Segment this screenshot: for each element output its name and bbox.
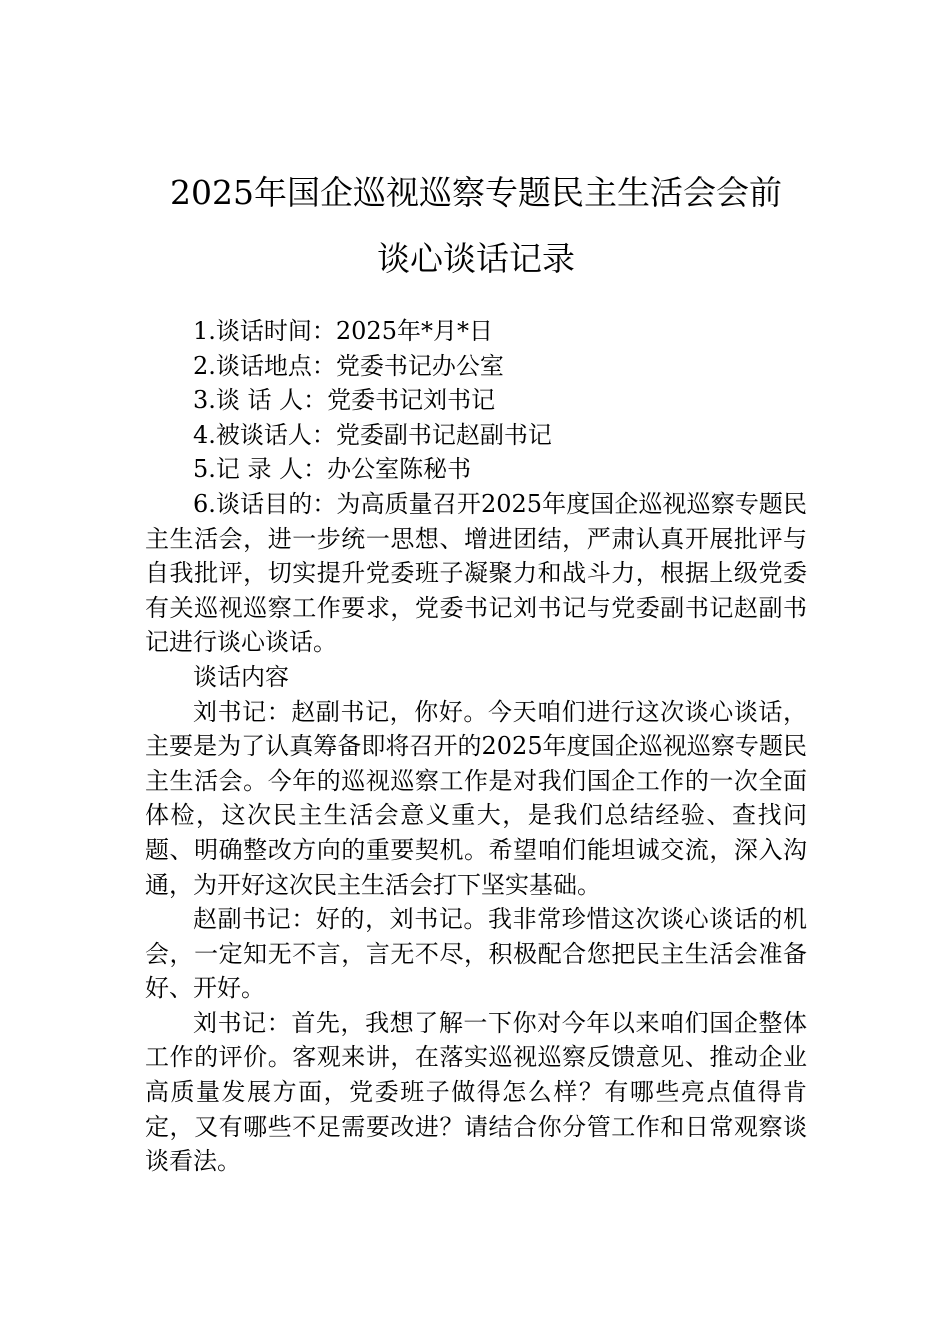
info-interviewee: 4.被谈话人：党委副书记赵副书记 — [193, 420, 552, 449]
document-title — [145, 160, 807, 292]
info-location: 2.谈话地点：党委书记办公室 — [193, 351, 504, 380]
dialogue-paragraph: 赵副书记：好的，刘书记。我非常珍惜这次谈心谈话的机会，一定知无不言，言无不尽，积极配合您把民主生活会准备好、开好。 — [145, 905, 807, 1003]
dialogue-paragraph: 刘书记：首先，我想了解一下你对今年以来咱们国企整体工作的评价。客观来讲，在落实巡视巡察反馈意见、推动企业高质量发展方面，党委班子做得怎么样？有哪些亮点值得肯定，又有哪些不足需要改进？请结合你分管工作和日常观察谈谈看法。 — [145, 1008, 807, 1176]
title-line-2: 谈心谈话记录 — [377, 239, 575, 278]
info-time: 1.谈话时间：2025年*月*日 — [193, 317, 493, 345]
section-heading: 谈话内容 — [193, 662, 289, 691]
dialogue-paragraph: 刘书记：赵副书记，你好。今天咱们进行这次谈心谈话，主要是为了认真筹备即将召开的2025年度国企巡视巡察专题民主生活会。今年的巡视巡察工作是对我们国企工作的一次全面体检，这次民主生活会意义重大，是我们总结经验、查找问题、明确整改方向的重要契机。希望咱们能坦诚交流，深入沟通，为开好这次民主生活会打下坚实基础。 — [145, 697, 807, 899]
document-page — [145, 160, 807, 1179]
info-interviewer: 3.谈 话 人：党委书记刘书记 — [193, 386, 496, 415]
info-purpose: 6.谈话目的：为高质量召开2025年度国企巡视巡察专题民主生活会，进一步统一思想、增进团结，严肃认真开展批评与自我批评，切实提升党委班子凝聚力和战斗力，根据上级党委有关巡视巡察工作要求，党委书记刘书记与党委副书记赵副书记进行谈心谈话。 — [145, 489, 807, 657]
title-line-1: 2025年国企巡视巡察专题民主生活会会前 — [170, 173, 782, 212]
info-recorder: 5.记 录 人：办公室陈秘书 — [193, 455, 472, 484]
document-body — [145, 314, 807, 1179]
